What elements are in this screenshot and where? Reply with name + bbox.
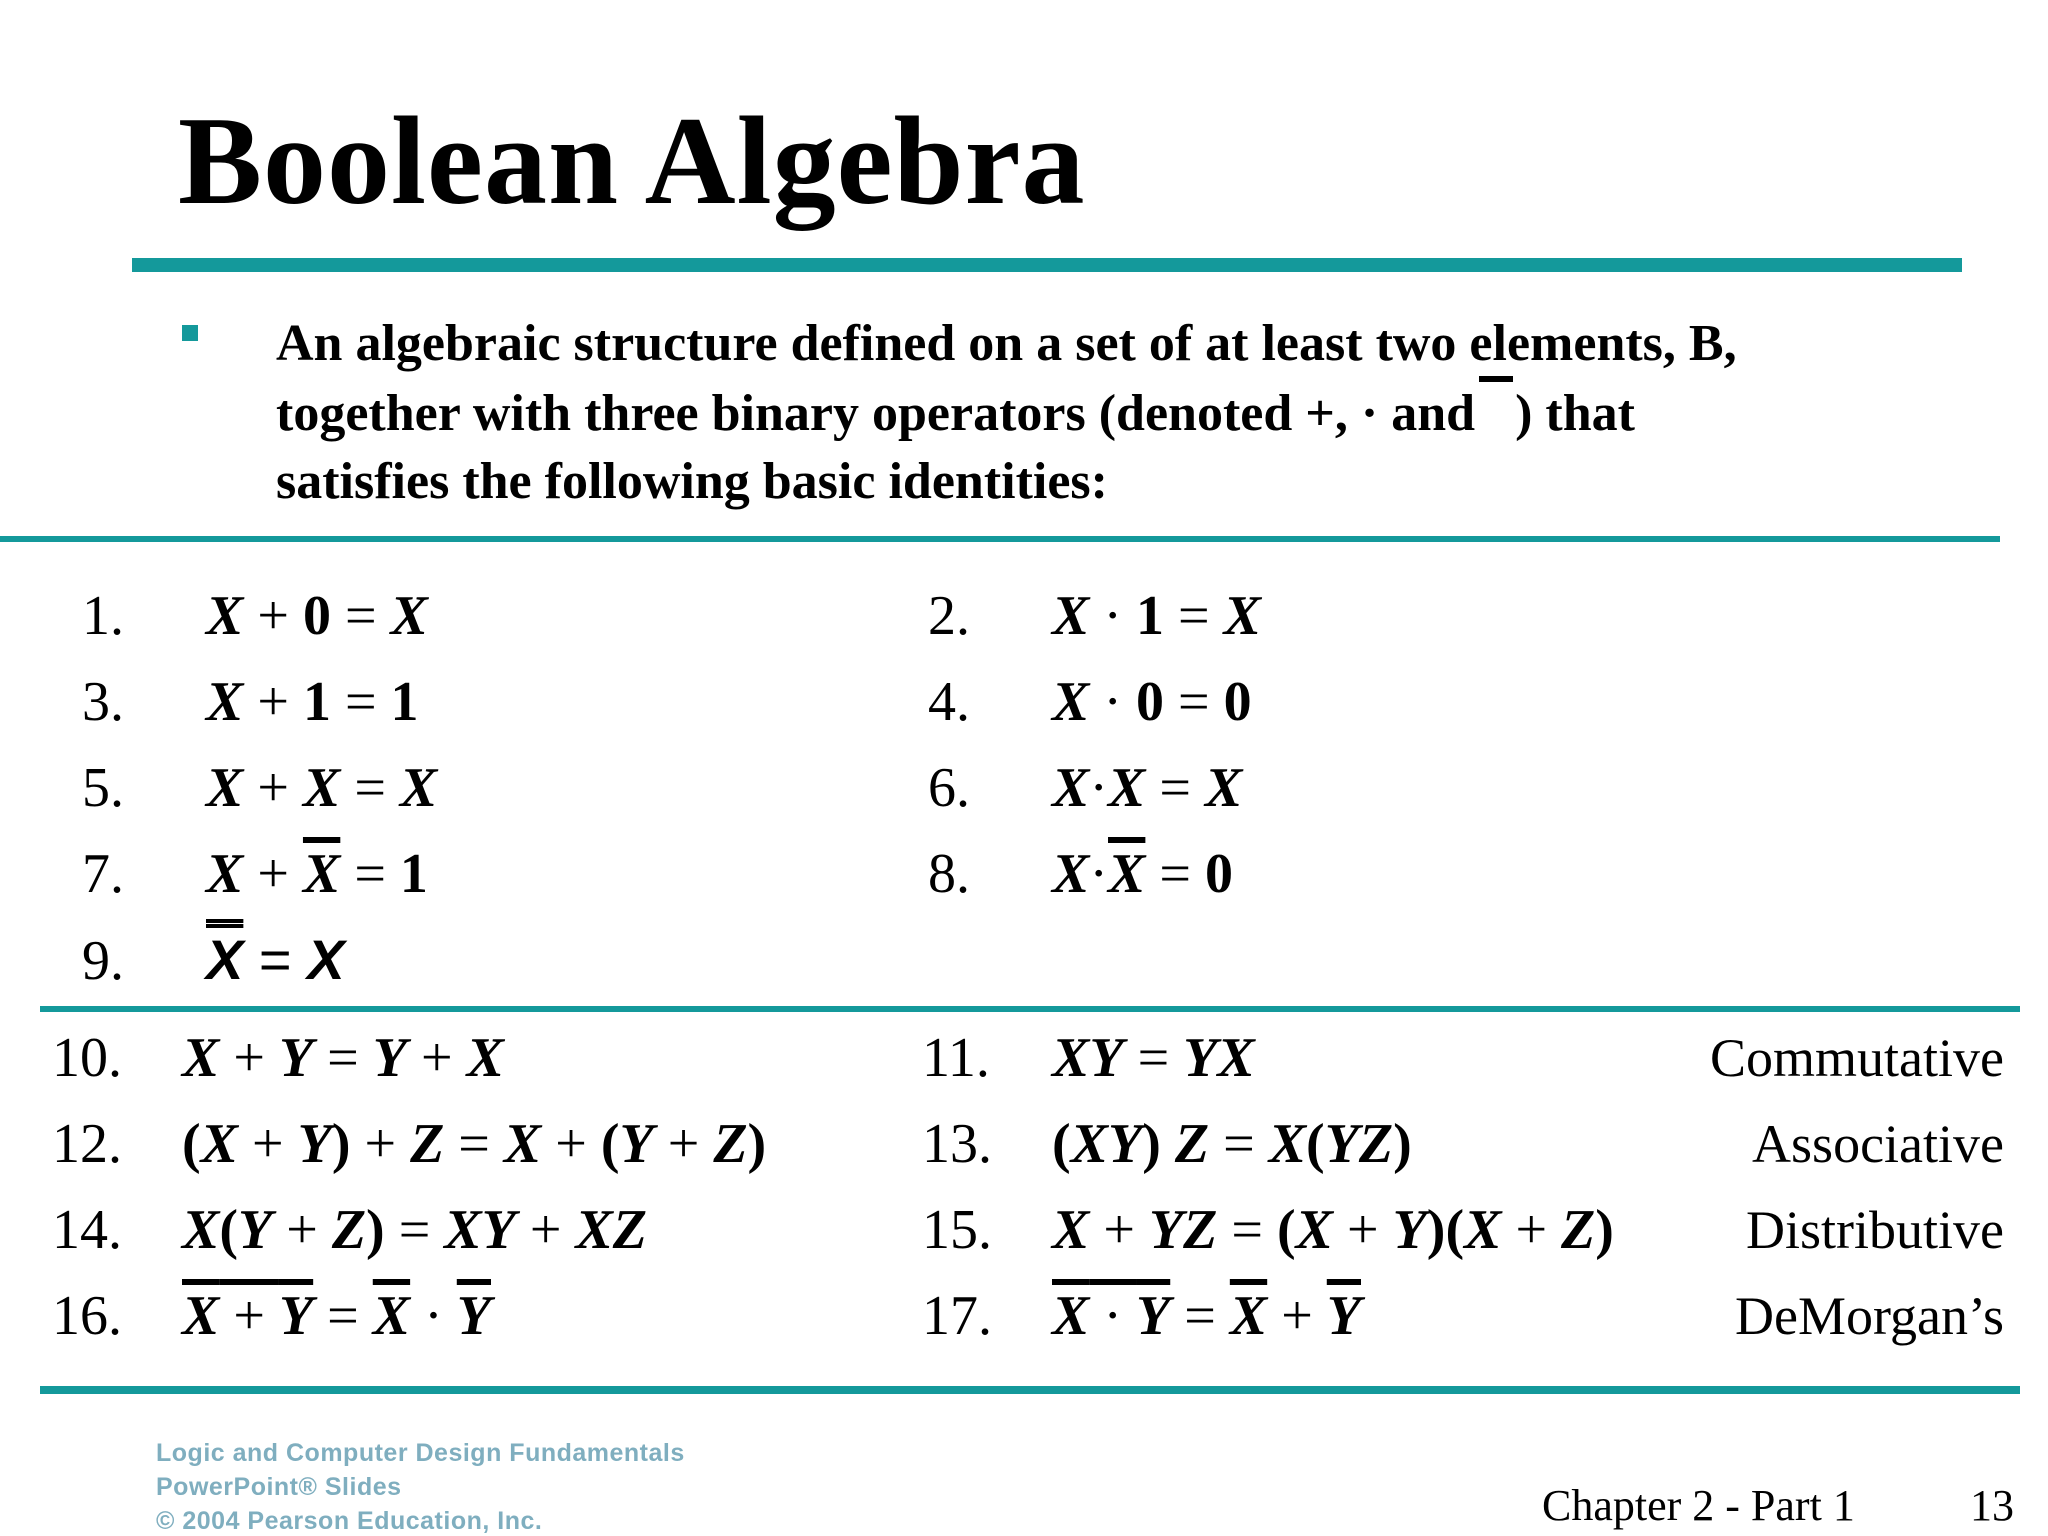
identity-13 (922, 1108, 1412, 1180)
identity-expression: X = X (206, 928, 345, 991)
identity-number: 10. (52, 1027, 122, 1089)
bullet-line-2-start: together with three binary operators (denoted +, · and (276, 385, 1476, 442)
identity-expression: $X + \overline{X} = 1$ (206, 843, 428, 905)
identity-number: 5. (82, 757, 124, 819)
identity-expression: $X\cdot\overline{X} = 0$ (1052, 843, 1233, 905)
identity-expression: X + Y = Y + X (182, 1027, 504, 1089)
identity-1 (82, 580, 428, 652)
bullet-line-3: satisfies the following basic identities: (276, 453, 1108, 510)
identity-number: 15. (922, 1199, 992, 1261)
identity-15 (922, 1194, 1614, 1266)
identity-number: 11. (922, 1027, 990, 1089)
identity-number: 12. (52, 1113, 122, 1175)
law-demorgans: DeMorgan’s (1735, 1286, 2004, 1346)
publisher-line-1: Logic and Computer Design Fundamentals (156, 1439, 685, 1467)
identity-number: 1. (82, 585, 124, 647)
identity-expression: (X + Y) + Z = X + (Y + Z) (182, 1113, 767, 1175)
identity-7 (82, 838, 428, 910)
identity-8 (928, 838, 1233, 910)
divider-top (0, 536, 2000, 542)
law-distributive: Distributive (1746, 1200, 2004, 1260)
identity-number: 4. (928, 671, 970, 733)
identity-expression: $X \cdot Y = \overline{X} + \overline{Y}$ (1052, 1285, 1361, 1347)
identity-expression: X · 0 = 0 (1052, 671, 1252, 733)
identity-14 (52, 1194, 647, 1266)
divider-middle (40, 1006, 2020, 1012)
identity-number: 16. (52, 1285, 122, 1347)
title-underline (132, 258, 1962, 272)
publisher-line-2: PowerPoint® Slides (156, 1473, 402, 1501)
bullet-line-2-end: ) that (1515, 385, 1635, 442)
identity-number: 6. (928, 757, 970, 819)
bullet-line-1: An algebraic structure defined on a set of at least two elements, B, (276, 315, 1737, 372)
identity-6 (928, 752, 1242, 824)
page-number: 13 (1970, 1481, 2014, 1530)
identity-expression: X + 0 = X (206, 585, 428, 647)
identity-number: 13. (922, 1113, 992, 1175)
identity-10 (52, 1022, 504, 1094)
identity-expression: X · 1 = X (1052, 585, 1261, 647)
identity-17 (922, 1280, 1361, 1352)
publisher-logo (156, 1436, 685, 1536)
bullet-line-2 (276, 378, 1916, 448)
identity-expression: X·X = X (1052, 757, 1243, 819)
publisher-line-3: © 2004 Pearson Education, Inc. (156, 1507, 543, 1535)
identity-5 (82, 752, 437, 824)
identity-3 (82, 666, 419, 738)
footer-chapter: Chapter 2 - Part 1 (1542, 1481, 1855, 1530)
identity-11 (922, 1022, 1255, 1094)
identity-2 (928, 580, 1261, 652)
identity-expression: X + X = X (206, 757, 438, 819)
slide-title: Boolean Algebra (178, 92, 1086, 231)
identity-9 (82, 924, 345, 997)
identity-number: 2. (928, 585, 970, 647)
divider-bottom (40, 1386, 2020, 1394)
identity-number: 14. (52, 1199, 122, 1261)
identity-expression: X + YZ = (X + Y)(X + Z) (1052, 1199, 1614, 1261)
identity-number: 9. (82, 930, 124, 992)
law-commutative: Commutative (1710, 1028, 2004, 1088)
bullet-text (276, 310, 1916, 516)
identity-expression: XY = YX (1052, 1027, 1255, 1089)
identity-number: 3. (82, 671, 124, 733)
law-associative: Associative (1752, 1114, 2004, 1174)
identity-number: 17. (922, 1285, 992, 1347)
identity-4 (928, 666, 1252, 738)
identity-expression: X + 1 = 1 (206, 671, 419, 733)
identity-expression: (XY) Z = X(YZ) (1052, 1113, 1412, 1175)
identity-expression: $X + Y = \overline{X} \cdot \overline{Y}$ (182, 1285, 491, 1347)
identity-12 (52, 1108, 766, 1180)
identity-number: 8. (928, 843, 970, 905)
bullet-square-icon (182, 325, 198, 341)
identity-number: 7. (82, 843, 124, 905)
identity-expression: X(Y + Z) = XY + XZ (182, 1199, 648, 1261)
identity-16 (52, 1280, 491, 1352)
overbar-operator-icon (1475, 378, 1515, 430)
